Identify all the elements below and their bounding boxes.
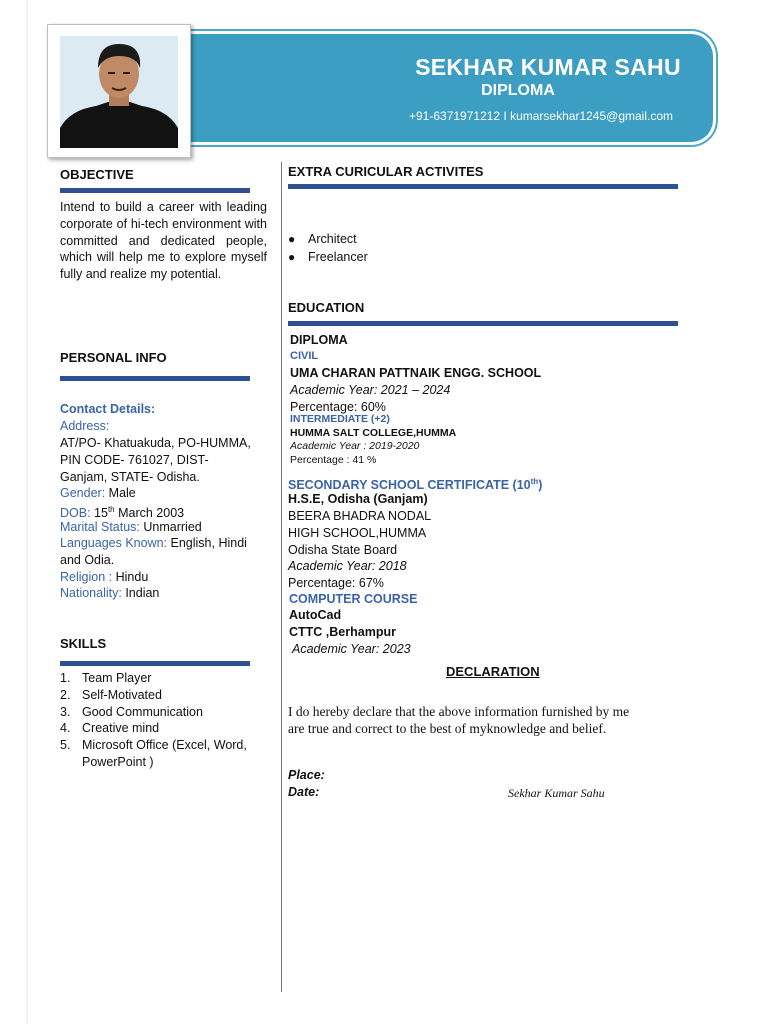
computer-course-name: AutoCad — [289, 608, 342, 622]
personal-info-bar — [60, 376, 250, 381]
contact-line: +91-6371971212 I kumarsekhar1245@gmail.com — [409, 109, 674, 123]
gender-label: Gender: — [60, 486, 106, 500]
skill-item: 4. Creative mind — [60, 721, 160, 736]
profile-photo — [60, 36, 178, 148]
declaration-heading: DECLARATION — [446, 664, 540, 679]
nationality-row — [60, 585, 270, 602]
skills-list — [60, 670, 252, 771]
intermediate-percentage: Percentage : 41 % — [290, 454, 377, 466]
dob-suffix: th — [107, 505, 115, 514]
intermediate-year: Academic Year : 2019-2020 — [290, 440, 420, 452]
contact-details-heading: Contact Details: — [60, 402, 156, 416]
address-line-1: AT/PO- Khatuakuda, PO-HUMMA, — [60, 436, 251, 450]
profile-photo-frame — [47, 24, 191, 158]
declaration-text: I do hereby declare that the above information furnished by me are true and correct to the best of myknowledge and belief. — [288, 704, 630, 736]
computer-course-institute: CTTC ,Berhampur — [289, 625, 396, 639]
address-label: Address: — [60, 419, 110, 433]
skill-item: 2. Self-Motivated — [60, 687, 162, 702]
personal-info-heading: PERSONAL INFO — [60, 350, 167, 365]
ssc-school-line-1: BEERA BHADRA NODAL — [288, 509, 432, 523]
skill-item: 1. Team Player — [60, 671, 152, 685]
extra-bar — [288, 184, 678, 189]
date-label: Date: — [288, 785, 320, 799]
gender-row — [60, 485, 270, 502]
nationality-value: Indian — [125, 586, 160, 600]
gender-value: Male — [108, 486, 136, 500]
dob-rest: March 2003 — [114, 506, 185, 521]
dob-day: 15 — [94, 506, 108, 521]
skill-item: 3. Good Communication — [60, 704, 203, 719]
extra-list — [288, 230, 368, 266]
address-line-2: PIN CODE- 761027, DIST- — [60, 453, 209, 467]
computer-course-year: Academic Year: 2023 — [292, 642, 411, 656]
religion-label: Religion : — [60, 570, 113, 584]
languages-value: English, Hindi and Odia. — [60, 536, 247, 567]
extra-item: ● Freelancer — [288, 250, 368, 264]
religion-value: Hindu — [115, 570, 149, 584]
diploma-title: DIPLOMA — [290, 333, 348, 347]
extra-heading: EXTRA CURICULAR ACTIVITES — [288, 164, 484, 179]
signature: Sekhar Kumar Sahu — [508, 786, 605, 800]
diploma-year: Academic Year: 2021 – 2024 — [290, 383, 451, 397]
languages-label: Languages Known: — [60, 536, 168, 550]
education-bar — [288, 321, 678, 326]
education-heading: EDUCATION — [288, 300, 365, 315]
candidate-name: SEKHAR KUMAR SAHU — [415, 54, 681, 80]
column-divider — [281, 162, 282, 992]
marital-label: Marital Status: — [60, 520, 140, 534]
dob-label: DOB: — [60, 506, 91, 521]
extra-item: ● Architect — [288, 232, 357, 246]
computer-course-title: COMPUTER COURSE — [289, 592, 418, 606]
page-edge — [26, 0, 28, 1024]
ssc-title: SECONDARY SCHOOL CERTIFICATE (10th) — [288, 477, 543, 493]
marital-value: Unmarried — [143, 520, 202, 534]
diploma-branch: CIVIL — [290, 350, 319, 362]
intermediate-title: INTERMEDIATE (+2) — [290, 413, 390, 425]
ssc-school-line-2: HIGH SCHOOL,HUMMA — [288, 526, 427, 540]
skill-item: 5. Microsoft Office (Excel, Word, PowerPoint ) — [60, 738, 247, 769]
diploma-school: UMA CHARAN PATTNAIK ENGG. SCHOOL — [290, 366, 542, 380]
objective-heading: OBJECTIVE — [60, 167, 134, 182]
bullet-icon: ● — [288, 232, 296, 246]
skills-heading: SKILLS — [60, 636, 107, 651]
bullet-icon: ● — [288, 250, 296, 264]
languages-row — [60, 535, 265, 569]
contact-details-label — [60, 401, 270, 418]
ssc-percentage: Percentage: 67% — [288, 576, 384, 590]
place-label: Place: — [288, 768, 325, 782]
person-photo-icon — [60, 36, 178, 148]
ssc-board-short: H.S.E, Odisha (Ganjam) — [288, 492, 428, 506]
ssc-board: Odisha State Board — [288, 543, 398, 557]
marital-row — [60, 519, 270, 536]
religion-row — [60, 569, 270, 586]
objective-bar — [60, 188, 250, 193]
skills-bar — [60, 661, 250, 666]
ssc-year: Academic Year: 2018 — [288, 559, 407, 573]
objective-text: Intend to build a career with leading corporate of hi-tech environment with committed and dedicated people, which will help me to explore myself fully and realize my potential. — [60, 200, 267, 282]
intermediate-school: HUMMA SALT COLLEGE,HUMMA — [290, 427, 457, 439]
address-line-3: Ganjam, STATE- Odisha. — [60, 470, 200, 484]
diploma-percentage: Percentage: 60% — [290, 400, 386, 414]
qualification-title: DIPLOMA — [481, 82, 555, 99]
nationality-label: Nationality: — [60, 586, 122, 600]
